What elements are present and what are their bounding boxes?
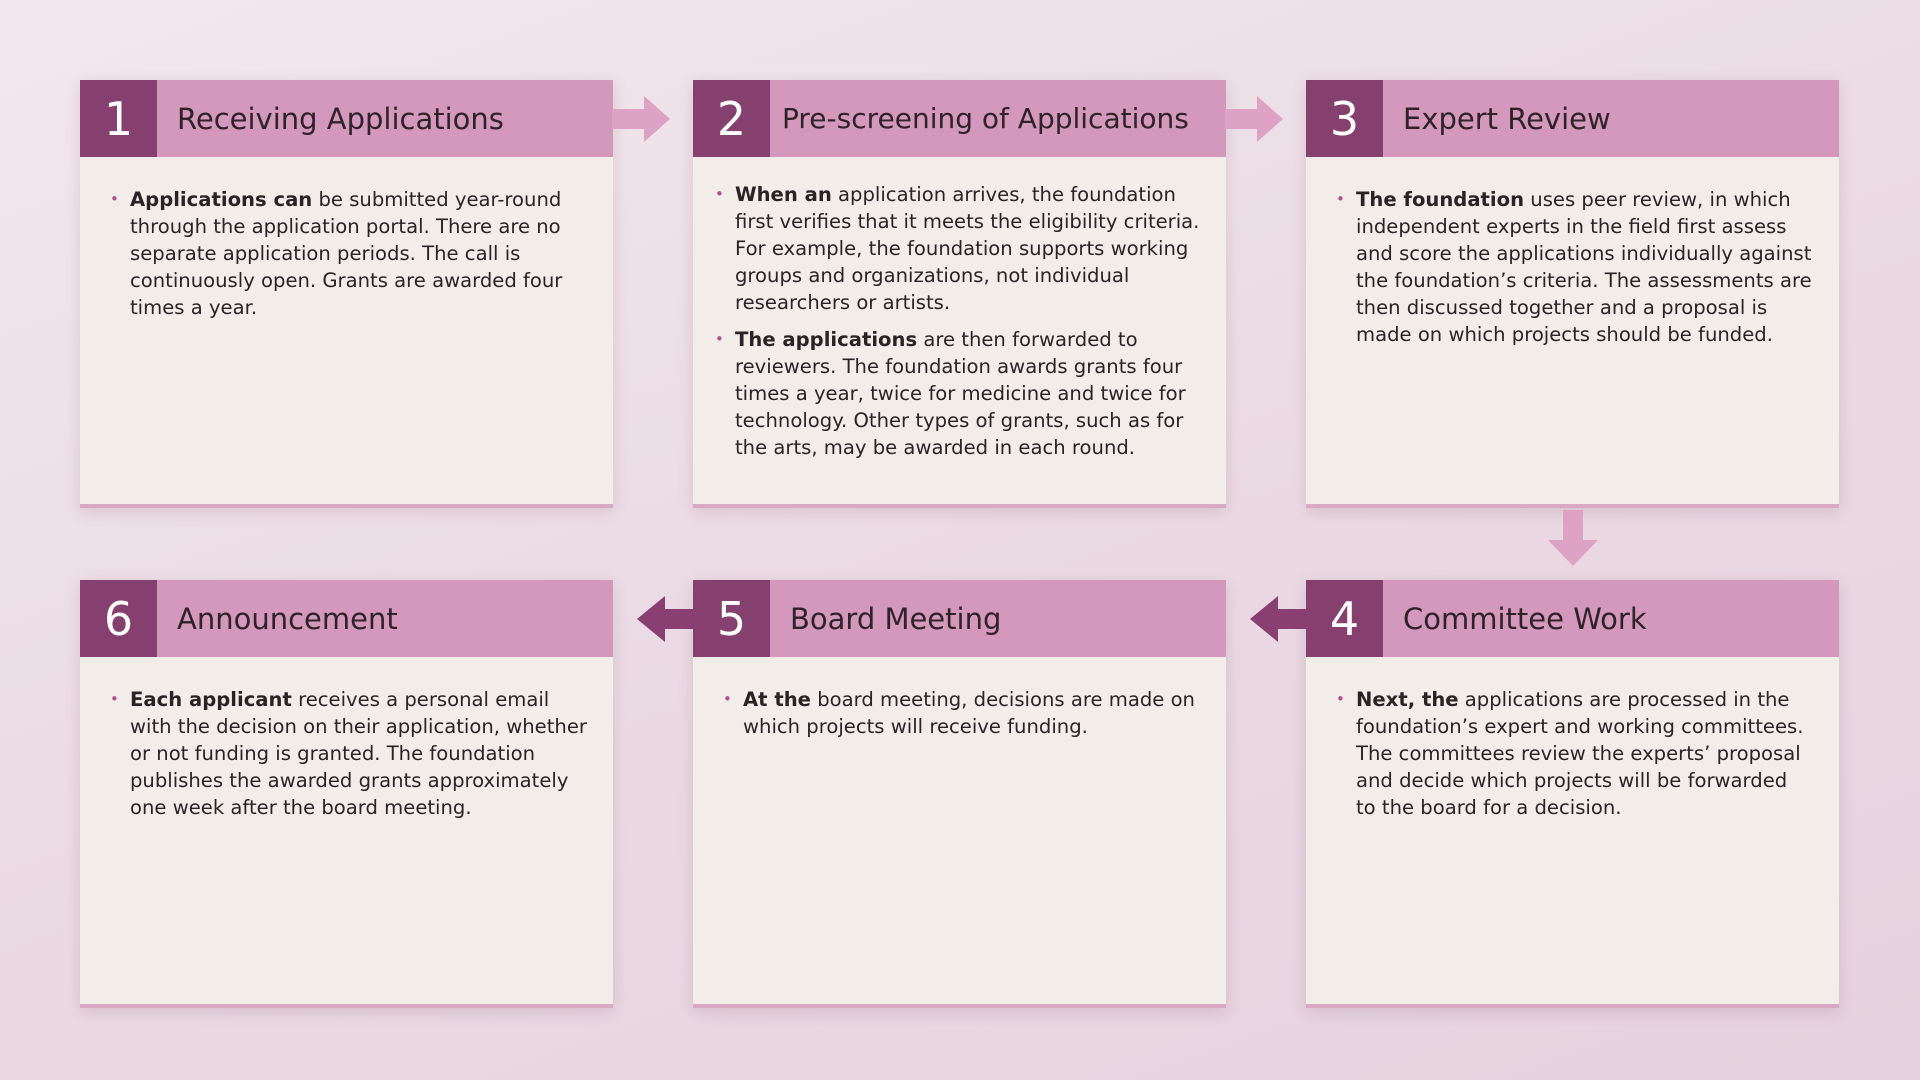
item-text: be submitted year-round through the application portal. There are no separate application periods. The call is continuously open. Grants are awarded four times a year.: [130, 188, 563, 319]
step-number: 1: [80, 80, 157, 157]
item-text: applications are processed in the foundation’s expert and working committees. The committees review the experts’ proposal and decide which projects will be forwarded to the board for a decision.: [1356, 688, 1804, 819]
item-lead: When an: [735, 183, 832, 206]
step-title: Announcement: [177, 601, 398, 636]
bullet-icon: •: [723, 690, 732, 708]
step-title: Expert Review: [1403, 101, 1611, 136]
step-card-1: [80, 80, 613, 508]
step-number: 5: [693, 580, 770, 657]
arrow-down-icon: [1548, 510, 1598, 566]
item-lead: Next, the: [1356, 688, 1459, 711]
step-card-4: [1306, 580, 1839, 1008]
step-body: [715, 181, 1202, 471]
step-header: [80, 580, 613, 657]
item-text: are then forwarded to reviewers. The foundation awards grants four times a year, twice for medicine and twice for technology. Other types of grants, such as for the arts, may be awarded in each round.: [735, 328, 1186, 459]
bullet-icon: •: [715, 185, 724, 203]
list-item: [715, 326, 1202, 461]
list-item: [715, 181, 1202, 316]
arrow-left-icon: [637, 596, 697, 642]
step-card-2: [693, 80, 1226, 508]
item-lead: The foundation: [1356, 188, 1525, 211]
list-item: [110, 186, 587, 321]
item-lead: Applications can: [130, 188, 313, 211]
step-title: Receiving Applications: [177, 101, 504, 136]
step-number: 4: [1306, 580, 1383, 657]
item-lead: At the: [743, 688, 811, 711]
list-item: [1336, 686, 1813, 821]
list-item: [723, 686, 1200, 740]
step-body: [1336, 686, 1813, 831]
step-card-3: [1306, 80, 1839, 508]
step-header: [80, 80, 613, 157]
bullet-icon: •: [110, 690, 119, 708]
bullet-icon: •: [715, 330, 724, 348]
step-title: Pre-screening of Applications: [782, 102, 1189, 135]
step-body: [110, 686, 587, 831]
step-header: [1306, 580, 1839, 657]
list-item: [110, 686, 587, 821]
step-card-5: [693, 580, 1226, 1008]
item-text: application arrives, the foundation first verifies that it meets the eligibility criteria. For example, the foundation supports working groups and organizations, not individual researchers or artists.: [735, 183, 1200, 314]
arrow-right-icon: [612, 96, 670, 142]
item-lead: The applications: [735, 328, 918, 351]
step-number: 3: [1306, 80, 1383, 157]
arrow-left-icon: [1250, 596, 1310, 642]
item-lead: Each applicant: [130, 688, 292, 711]
step-body: [1336, 186, 1813, 358]
bullet-icon: •: [1336, 190, 1345, 208]
item-text: receives a personal email with the decision on their application, whether or not funding is granted. The foundation publishes the awarded grants approximately one week after the board meeting.: [130, 688, 587, 819]
step-body: [110, 186, 587, 331]
step-title: Board Meeting: [790, 601, 1002, 636]
bullet-icon: •: [1336, 690, 1345, 708]
list-item: [1336, 186, 1813, 348]
step-header: [693, 80, 1226, 157]
step-header: [693, 580, 1226, 657]
step-number: 6: [80, 580, 157, 657]
step-card-6: [80, 580, 613, 1008]
step-title: Committee Work: [1403, 601, 1647, 636]
item-text: board meeting, decisions are made on which projects will receive funding.: [743, 688, 1195, 738]
bullet-icon: •: [110, 190, 119, 208]
step-header: [1306, 80, 1839, 157]
arrow-right-icon: [1225, 96, 1283, 142]
step-number: 2: [693, 80, 770, 157]
step-body: [723, 686, 1200, 750]
item-text: uses peer review, in which independent experts in the field first assess and score the applications individually against the foundation’s criteria. The assessments are then discussed together and a proposal is made on which projects should be funded.: [1356, 188, 1812, 346]
